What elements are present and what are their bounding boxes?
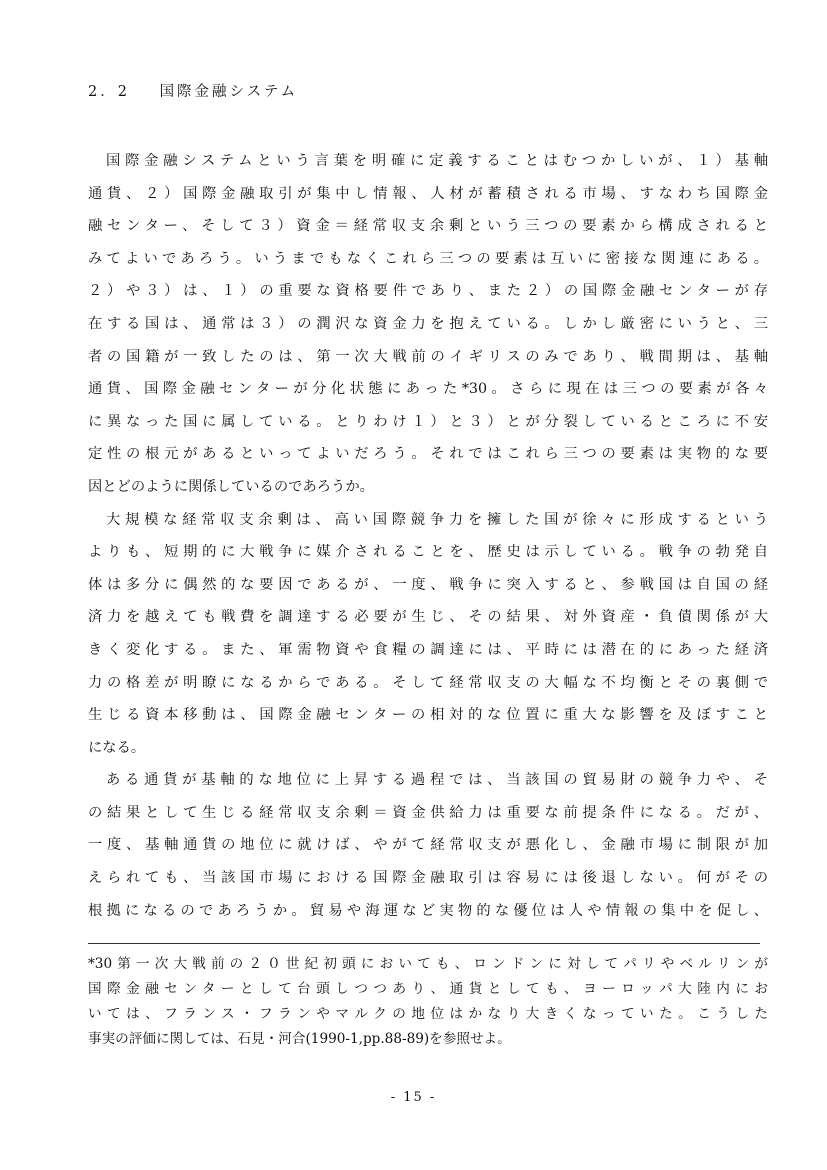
paragraph-1-line: 在する国は、通常は３）の潤沢な資金力を抱えている。しかし厳密にいうと、三 (88, 315, 768, 332)
footnote-line: いては、フランス・フランやマルクの地位はかなり大きくなっていた。こうした (88, 1006, 768, 1022)
paragraph-1-line: 定性の根元があるといってよいだろう。それではこれら三つの要素は実物的な要 (88, 446, 768, 463)
footnote-line: 国際金融センターとして台頭しつつあり、通貨としても、ヨーロッパ大陸内にお (88, 981, 768, 997)
paragraph-3-line: 根拠になるのであろうか。貿易や海運など実物的な優位は人や情報の集中を促し、 (88, 902, 768, 919)
paragraph-1-line: に異なった国に属している。とりわけ１）と３）とが分裂しているところに不安 (88, 413, 768, 430)
page-number: - 15 - (390, 1090, 437, 1105)
paragraph-2-line: 大規模な経常収支余剰は、高い国際競争力を擁した国が徐々に形成するという (106, 511, 768, 528)
paragraph-2-line: 力の格差が明瞭になるからである。そして経常収支の大幅な不均衡とその裏側で (88, 674, 768, 691)
footnote-divider (88, 943, 760, 944)
paragraph-2-line: 済力を越えても戦費を調達する必要が生じ、その結果、対外資産・負債関係が大 (88, 609, 768, 626)
paragraph-1-line: みてよいであろう。いうまでもなくこれら三つの要素は互いに密接な関連にある。 (88, 250, 768, 267)
paragraph-2-line: よりも、短期的に大戦争に媒介されることを、歴史は示している。戦争の勃発自 (88, 544, 768, 561)
paragraph-2-line: 体は多分に偶然的な要因であるが、一度、戦争に突入すると、参戦国は自国の経 (88, 576, 768, 593)
section-number: 2．2 (88, 84, 130, 100)
paragraph-1-line: ２）や３）は、１）の重要な資格要件であり、また２）の国際金融センターが存 (88, 283, 768, 300)
paragraph-3-line: の結果として生じる経常収支余剰＝資金供給力は重要な前提条件になる。だが、 (88, 804, 768, 821)
paragraph-1-line: 因とどのように関係しているのであろうか。 (88, 478, 374, 495)
body-text (88, 145, 768, 927)
paragraph-3-line: 一度、基軸通貨の地位に就けば、やがて経常収支が悪化し、金融市場に制限が加 (88, 837, 768, 854)
paragraph-1-line: 通貨、２）国際金融取引が集中し情報、人材が蓄積される市場、すなわち国際金 (88, 185, 768, 202)
paragraph-2-line: 生じる資本移動は、国際金融センターの相対的な位置に重大な影響を及ぼすこと (88, 707, 768, 724)
footnote (88, 952, 768, 1052)
paragraph-1-line: 通貨、国際金融センターが分化状態にあった*30。さらに現在は三つの要素が各々 (88, 381, 768, 398)
paragraph-1-line: 融センター、そして３）資金＝経常収支余剰という三つの要素から構成されると (88, 218, 768, 235)
paragraph-3-line: ある通貨が基軸的な地位に上昇する過程では、当該国の貿易財の競争力や、そ (106, 772, 768, 789)
paragraph-1-line: 国際金融システムという言葉を明確に定義することはむつかしいが、１）基軸 (106, 153, 768, 169)
paragraph-2-line: になる。 (88, 739, 146, 756)
section-title: 国際金融システム (159, 84, 299, 100)
footnote-line: *30第一次大戦前の２０世紀初頭においても、ロンドンに対してパリやベルリンが (88, 956, 768, 972)
section-heading (88, 80, 298, 101)
paragraph-3-line: えられても、当該国市場における国際金融取引は容易には後退しない。何がその (88, 870, 768, 887)
footnote-line: 事実の評価に関しては、石見・河合(1990-1,pp.88-89)を参照せよ。 (88, 1031, 511, 1047)
paragraph-2-line: きく変化する。また、軍需物資や食糧の調達には、平時には潜在的にあった経済 (88, 641, 768, 658)
paragraph-1-line: 者の国籍が一致したのは、第一次大戦前のイギリスのみであり、戦間期は、基軸 (88, 348, 768, 365)
